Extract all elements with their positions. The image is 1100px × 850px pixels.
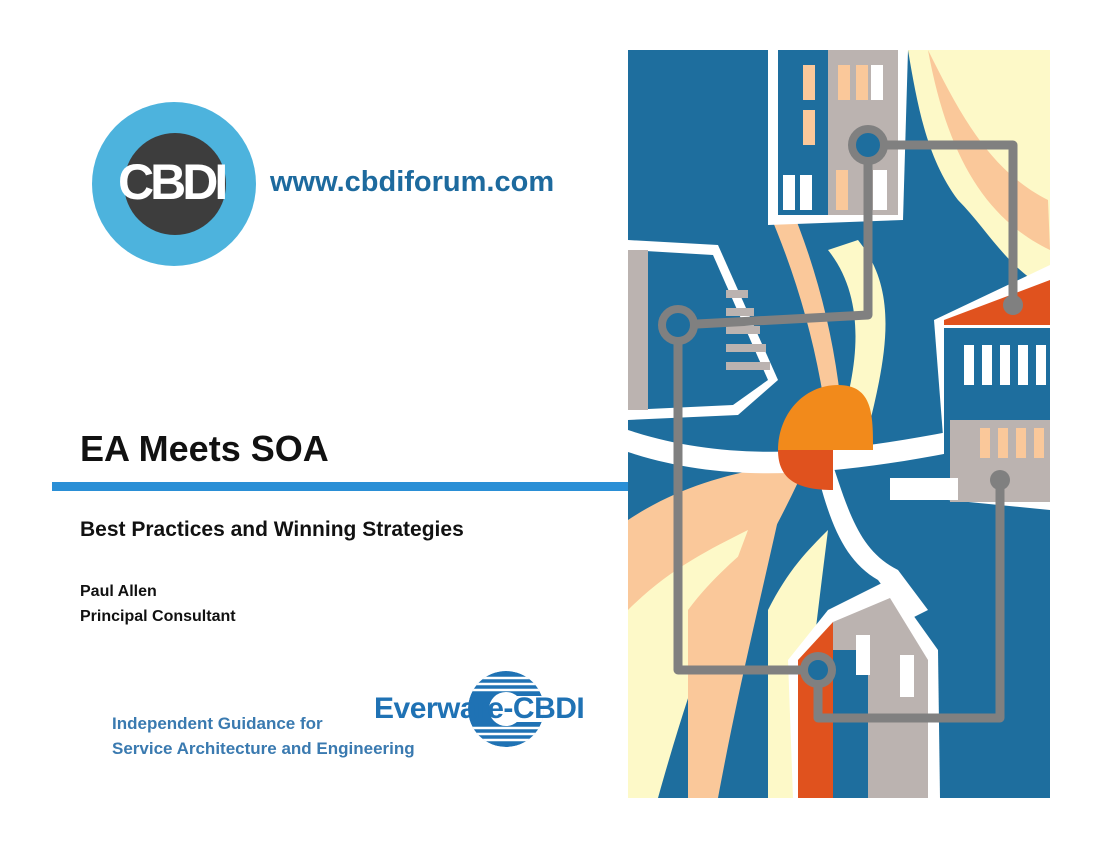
slide-subtitle: Best Practices and Winning Strategies	[80, 518, 464, 541]
tagline-line1: Independent Guidance for	[112, 714, 323, 733]
cbdi-logo-text: CBDI	[118, 154, 225, 210]
tagline-line2: Service Architecture and Engineering	[112, 739, 415, 758]
slide-title: EA Meets SOA	[80, 428, 329, 469]
website-url[interactable]: www.cbdiforum.com	[270, 166, 555, 198]
everware-logo-text: Everware-CBDI	[374, 692, 585, 725]
city-illustration	[628, 50, 1050, 798]
author-role: Principal Consultant	[80, 608, 236, 625]
title-underline	[52, 482, 630, 491]
author-name: Paul Allen	[80, 583, 157, 600]
